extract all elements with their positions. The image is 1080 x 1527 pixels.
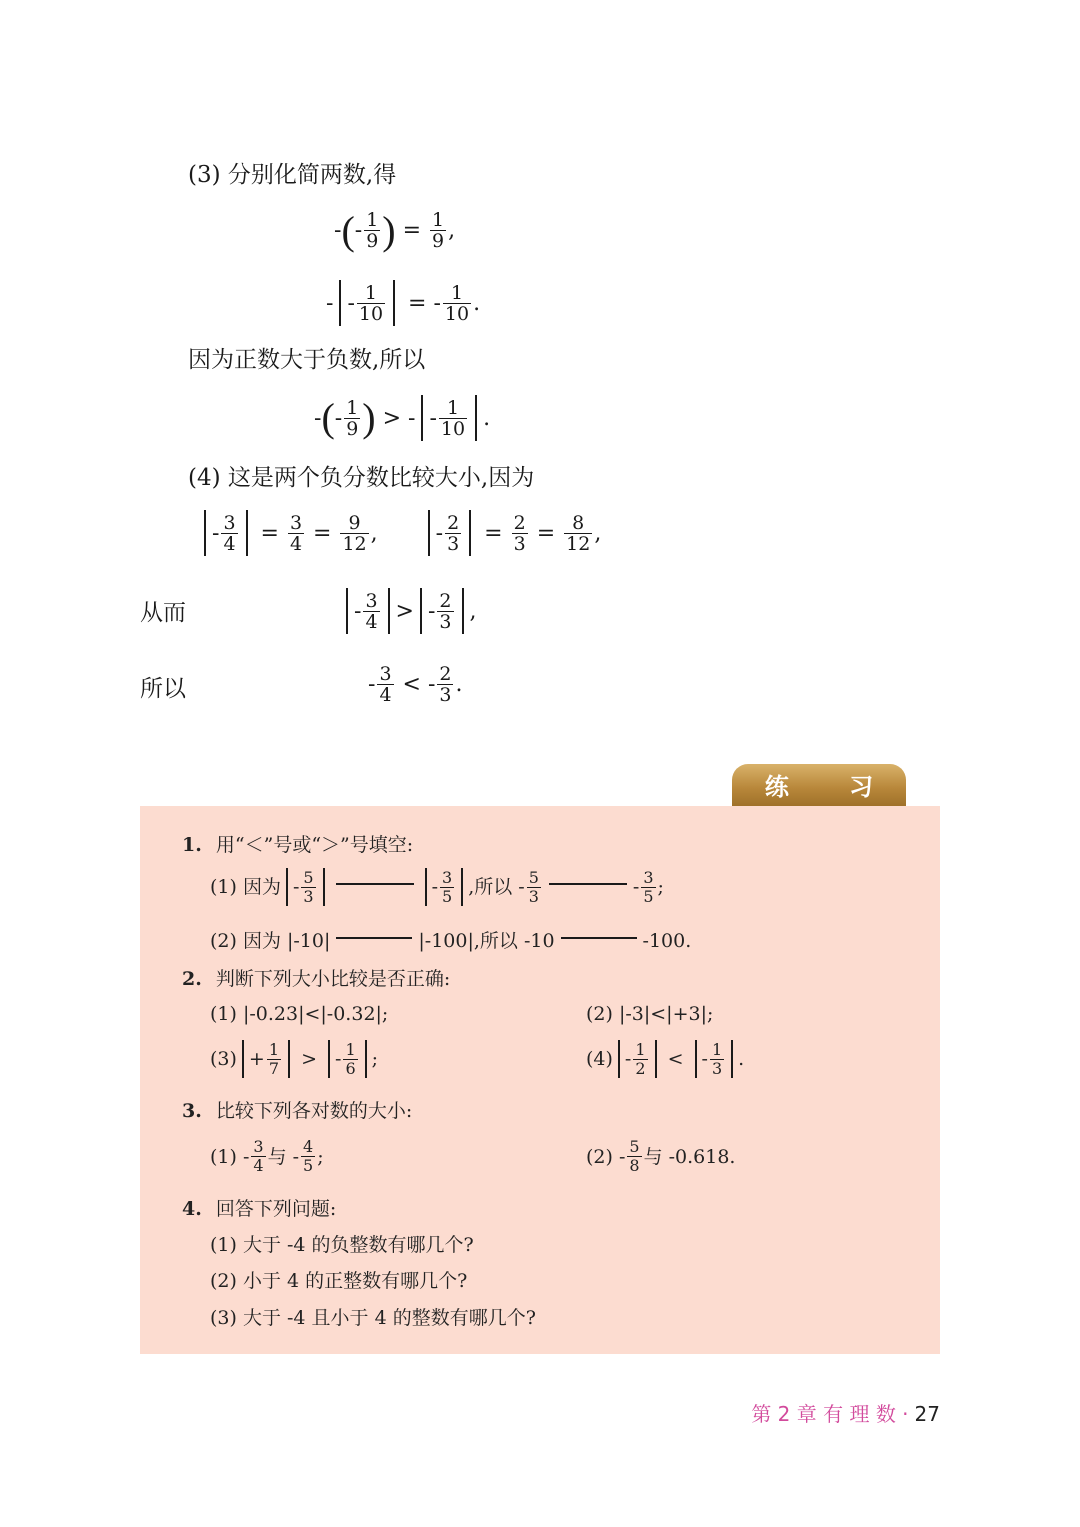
q1-heading <box>182 832 413 858</box>
q1-part2 <box>210 928 691 954</box>
q2-p3-label: (3) <box>210 1048 237 1070</box>
q2-number: 2. <box>182 968 202 990</box>
q1-p2-c: -100. <box>642 930 692 952</box>
q3-text: 比较下列各对数的大小: <box>215 1100 413 1122</box>
exercise-tab: 练 习 <box>732 764 906 808</box>
q3-part2: (2) - $\frac{5}{8}$ 与 -0.618. <box>586 1137 736 1175</box>
equation-step4-c: - $\frac{3}{4}$ < - $\frac{2}{3}$ . <box>368 663 463 706</box>
q1-text: 用“＜”号或“＞”号填空: <box>215 834 414 856</box>
equation-step4-b: - $\frac{3}{4}$ > - $\frac{2}{3}$ , <box>340 588 477 634</box>
q2-part4: (4) - $\frac{1}{2}$ < - $\frac{1}{3}$ . <box>586 1039 745 1078</box>
q1-number: 1. <box>182 834 202 856</box>
q1-p1-blank-a[interactable] <box>336 883 414 885</box>
because-text: 因为正数大于负数,所以 <box>188 347 426 373</box>
q1-p1-blank-b[interactable] <box>549 883 627 885</box>
q4-part3: (3) 大于 -4 且小于 4 的整数有哪几个? <box>210 1307 536 1329</box>
page-number: 27 <box>914 1402 940 1426</box>
q1-p2-b: |-100|,所以 -10 <box>418 930 555 952</box>
equation-step3-a: - ( - $\frac{1}{9}$ ) = $\frac{1}{9}$ , <box>334 207 456 253</box>
q1-p1-label: (1) 因为 <box>210 876 281 898</box>
q2-part3: (3) + $\frac{1}{7}$ > - $\frac{1}{6}$ ; <box>210 1039 379 1078</box>
q3-heading <box>182 1098 412 1124</box>
q1-p2-label: (2) 因为 <box>210 930 281 952</box>
q1-p2-blank-a[interactable] <box>336 937 412 939</box>
equation-step3-b: - - $\frac{1}{10}$ = - $\frac{1}{10}$ . <box>326 281 481 325</box>
step4-intro: (4) 这是两个负分数比较大小,因为 <box>188 465 535 491</box>
q1-part1: (1) 因为 - $\frac{5}{3}$ - $\frac{3}{5}$ ,所以 - $\frac{5}{3}$ - $\frac{3}{5}$ ; <box>210 867 664 906</box>
q4-heading <box>182 1196 336 1222</box>
q2-heading <box>182 966 450 992</box>
q4-part2: (2) 小于 4 的正整数有哪几个? <box>210 1270 468 1292</box>
q2-text: 判断下列大小比较是否正确: <box>215 968 451 990</box>
equation-step4-a: - $\frac{3}{4}$ = $\frac{3}{4}$ = $\frac{9}{12}$ , - $\frac{2}{3}$ = $\frac{2}{3}$ = $\frac{8}{12}$ , <box>198 510 601 556</box>
q3-p2-label: (2) <box>586 1145 613 1168</box>
page-footer <box>751 1398 940 1427</box>
q3-number: 3. <box>182 1100 202 1122</box>
q2-part1: (1) |-0.23|<|-0.32|; <box>210 1003 389 1025</box>
q1-p2-a: |-10| <box>286 930 331 952</box>
q4-text: 回答下列问题: <box>215 1198 337 1220</box>
q2-p4-label: (4) <box>586 1048 613 1070</box>
q3-p1-label: (1) <box>210 1145 237 1168</box>
therefore-label: 所以 <box>140 676 186 702</box>
q4-number: 4. <box>182 1198 202 1220</box>
q2-part2: (2) |-3|<|+3|; <box>586 1003 714 1025</box>
equation-step3-c: - ( - $\frac{1}{9}$ ) > - - $\frac{1}{10}$ . <box>314 395 491 440</box>
q3-p2-tail: 与 -0.618. <box>643 1145 736 1168</box>
hence-label: 从而 <box>140 600 186 626</box>
q1-p1-mid: ,所以 <box>468 876 513 898</box>
q1-p2-blank-b[interactable] <box>561 937 637 939</box>
step3-intro: (3) 分别化简两数,得 <box>188 162 397 188</box>
q3-part1: (1) - $\frac{3}{4}$ 与 - $\frac{4}{5}$ ; <box>210 1137 324 1175</box>
chapter-title: 第 2 章 有 理 数 · <box>751 1402 909 1426</box>
q4-part1: (1) 大于 -4 的负整数有哪几个? <box>210 1234 474 1256</box>
